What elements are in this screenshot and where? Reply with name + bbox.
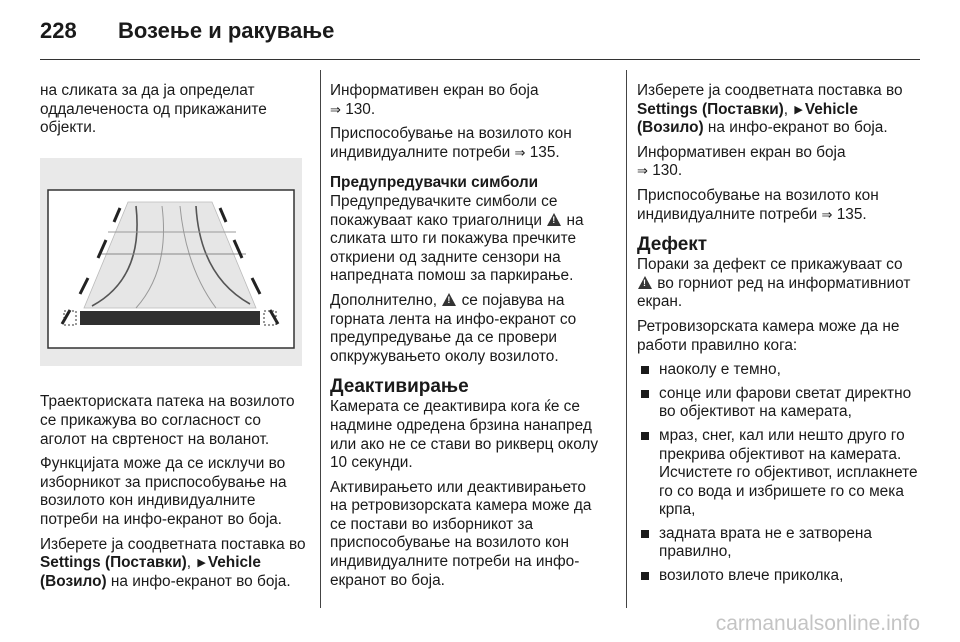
list-item: возилото влече приколка, [637,567,922,586]
paragraph: Изберете ја соодветната поставка во Settings (Поставки), ▶ Vehicle (Возило) на инфо-екранот во боја. [637,82,903,137]
page-number: 228 [40,18,77,43]
settings-label: Settings (Поставки) [40,554,187,572]
watermark: carmanualsonline.info [715,612,920,635]
paragraph: Камерата се деактивира кога ќе се надмине одредена брзина нанапред или ако не се стави во рикверц околу 10 секунди. [330,398,599,472]
paragraph: Ретровизорската камера може да не работи правилно кога: [637,317,900,354]
settings-label: Settings (Поставки) [637,100,784,118]
cross-reference: Приспособување на возилото кон индивидуалните потреби ⇒ 135. [330,125,572,161]
section-title-defect: Дефект [637,234,708,256]
cross-reference: Информативен екран во боја ⇒ 130. [330,82,539,118]
list-item: задната врата не е затворена правилно, [637,525,922,562]
paragraph: Траекториската патека на возилото се прикажува во согласност со аголот на свртеност на воланот. [40,393,295,448]
warning-triangle-icon [547,213,561,226]
list-item: мраз, снег, кал или нешто друго го прекрива објективот на камерата. Исчистете го објективот, исплакнете го со вода и избришете го со мека крпа, [637,427,922,520]
menu-arrow-icon: ▶ [197,557,206,570]
list-item: наоколу е темно, [637,361,922,380]
header-divider [40,59,920,60]
paragraph: на сликата за да ја определат оддалеченоста од прикажаните објекти. [40,82,267,137]
cross-reference: Приспособување на возилото кон индивидуалните потреби ⇒ 135. [637,186,879,223]
paragraph: Функцијата може да се исклучи во изборникот за приспособување на возилото кон индивидуалните потреби на инфо-екранот во боја. [40,455,287,528]
paragraph: Изберете ја соодветната поставка во Settings (Поставки), ▶ Vehicle (Возило) на инфо-екранот во боја. [40,535,306,590]
warning-triangle-icon [638,276,652,289]
paragraph: Дополнително, ! се појавува на горната лента на инфо-екранот со предупредување да се провери опкружувањето околу возилото. [330,292,606,366]
column-1 [40,82,308,597]
paragraph: Пораки за дефект се прикажуваат со ! во горниот ред на информативниот екран. [637,256,922,312]
vehicle-label: Vehicle (Возило) [637,100,858,137]
cross-reference: Информативен екран во боја ⇒ 130. [637,143,846,180]
list-item: сонце или фарови светат директно во објективот на камерата, [637,385,922,422]
page-ref-icon: ⇒ [821,206,833,222]
paragraph: Активирањето или деактивирањето на ретровизорската камера може да се постави во изборникот за приспособување на возилото кон индивидуалните потреби на инфо-екранот во боја. [330,478,592,589]
paragraph: Предупредувачките симболи се покажуваат како триаголници ! на сликата што ги покажува пречките откриени од задните сензори на напредната помош за паркирање. [330,193,606,286]
menu-arrow-icon: ▶ [794,103,803,116]
column-divider-1 [320,70,321,608]
section-title-deactivation: Деактивирање [330,376,469,398]
page-ref-icon: ⇒ [330,101,341,117]
page-ref-icon: ⇒ [637,163,648,179]
defect-conditions-list [637,361,922,586]
column-2 [330,82,606,596]
warning-triangle-icon [442,293,456,306]
page-ref-icon: ⇒ [514,144,526,160]
subheading: Предупредувачки симболи [330,174,539,192]
vehicle-label: Vehicle (Возило) [40,554,261,590]
page-title: Возење и ракување [118,18,335,43]
column-divider-2 [626,70,627,608]
page-header [0,0,960,60]
rear-camera-illustration [40,158,302,366]
column-3 [637,82,922,591]
